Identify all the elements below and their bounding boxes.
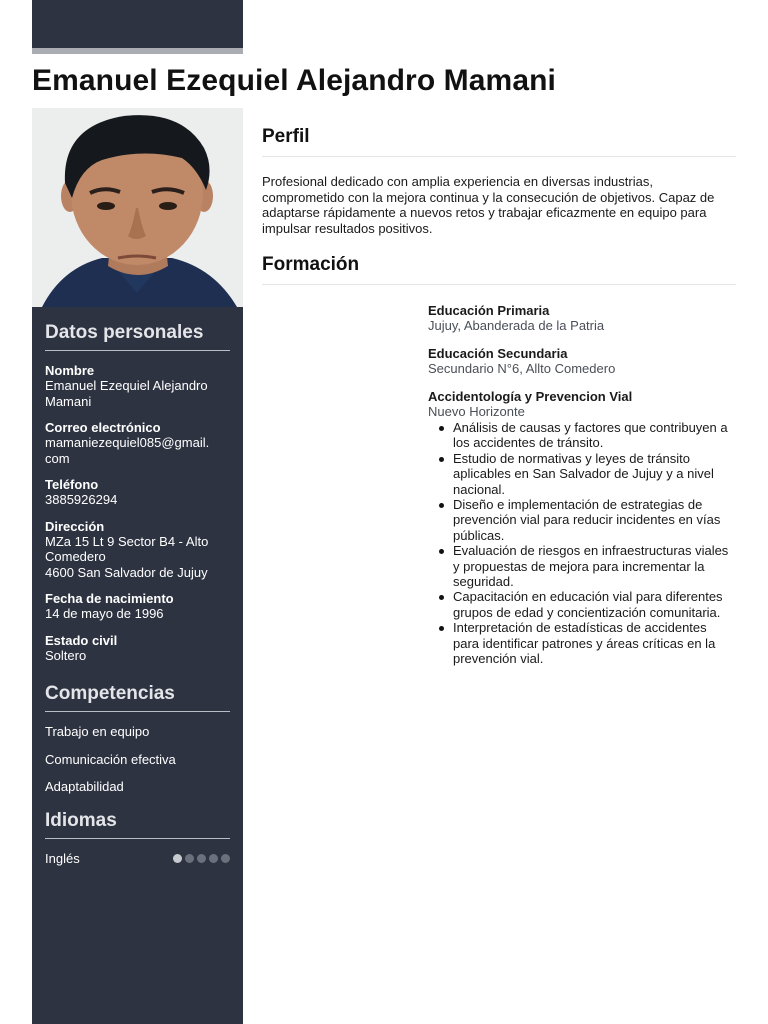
languages-section [45,810,230,866]
education-item-title: Educación Secundaria [428,346,568,361]
level-dot-empty [197,854,206,863]
language-name: Inglés [45,851,80,866]
main-content [262,108,736,679]
field-birthdate [45,591,230,622]
education-list [428,303,736,667]
level-dot-filled [173,854,182,863]
language-item [45,851,230,866]
header-accent-strip [32,48,243,54]
education-item-institution: Nuevo Horizonte [428,404,525,419]
field-marital-status [45,633,230,664]
field-value: mamaniezequiel085@gmail. com [45,435,210,466]
field-label: Estado civil [45,632,118,648]
bullet-item: Interpretación de estadísticas de accidentes para identificar patrones y áreas críticas en la prevención vial. [428,620,736,666]
header-bar [32,0,243,48]
level-dot-empty [221,854,230,863]
field-value: 14 de mayo de 1996 [45,606,164,621]
bullet-item: Diseño e implementación de estrategias de prevención vial para reducir incidentes en vías públicas. [428,497,736,543]
profile-section [262,126,736,236]
field-label: Nombre [45,363,95,378]
field-name [45,363,230,409]
skill-item: Trabajo en equipo [45,724,150,739]
profile-title: Perfil [262,126,736,157]
education-title: Formación [262,254,736,285]
skill-item: Adaptabilidad [45,779,124,794]
level-dot-empty [185,854,194,863]
languages-title: Idiomas [45,810,230,839]
sidebar-content [45,322,230,866]
language-level-rating [173,854,230,863]
education-item-institution: Secundario N°6, Allto Comedero [428,361,616,376]
education-item [428,389,736,667]
bullet-item: Análisis de causas y factores que contribuyen a los accidentes de tránsito. [428,420,736,451]
personal-data-title: Datos personales [45,322,230,351]
field-phone [45,477,230,508]
skill-item: Comunicación efectiva [45,751,176,767]
education-item-bullets [428,420,736,667]
education-item-title: Educación Primaria [428,303,550,318]
field-value: 3885926294 [45,492,118,507]
skills-section [45,683,230,794]
field-address [45,519,230,581]
profile-photo [32,108,243,307]
education-section [262,254,736,667]
bullet-item: Evaluación de riesgos en infraestructuras viales y propuestas de mejora para incrementar la seguridad. [428,543,736,589]
field-value: Emanuel Ezequiel Alejandro Mamani [45,378,208,409]
bullet-item: Estudio de normativas y leyes de tránsito aplicables en San Salvador de Jujuy y a nivel nacional. [428,451,736,497]
education-item [428,346,736,377]
education-item-institution: Jujuy, Abanderada de la Patria [428,318,605,333]
skills-title: Competencias [45,683,230,712]
education-item [428,303,736,334]
field-value: MZa 15 Lt 9 Sector B4 - Alto Comedero 4600 San Salvador de Jujuy [45,533,209,580]
field-value: Soltero [45,647,87,663]
personal-data-section [45,322,230,663]
level-dot-empty [209,854,218,863]
bullet-item: Capacitación en educación vial para diferentes grupos de edad y concientización comunitaria. [428,589,736,620]
profile-text: Profesional dedicado con amplia experiencia en diversas industrias, comprometido con la mejora continua y la consecución de objetivos. Capaz de adaptarse rápidamente a nuevos retos y trabajar eficazmente en equipo para impulsar resultados positivos. [262,174,715,236]
field-label: Dirección [45,518,105,534]
field-label: Teléfono [45,477,99,492]
sidebar [32,108,243,1024]
field-label: Correo electrónico [45,420,161,435]
education-item-title: Accidentología y Prevencion Vial [428,389,633,404]
field-label: Fecha de nacimiento [45,591,174,606]
candidate-name: Emanuel Ezequiel Alejandro Mamani [32,64,556,97]
field-email [45,420,230,466]
